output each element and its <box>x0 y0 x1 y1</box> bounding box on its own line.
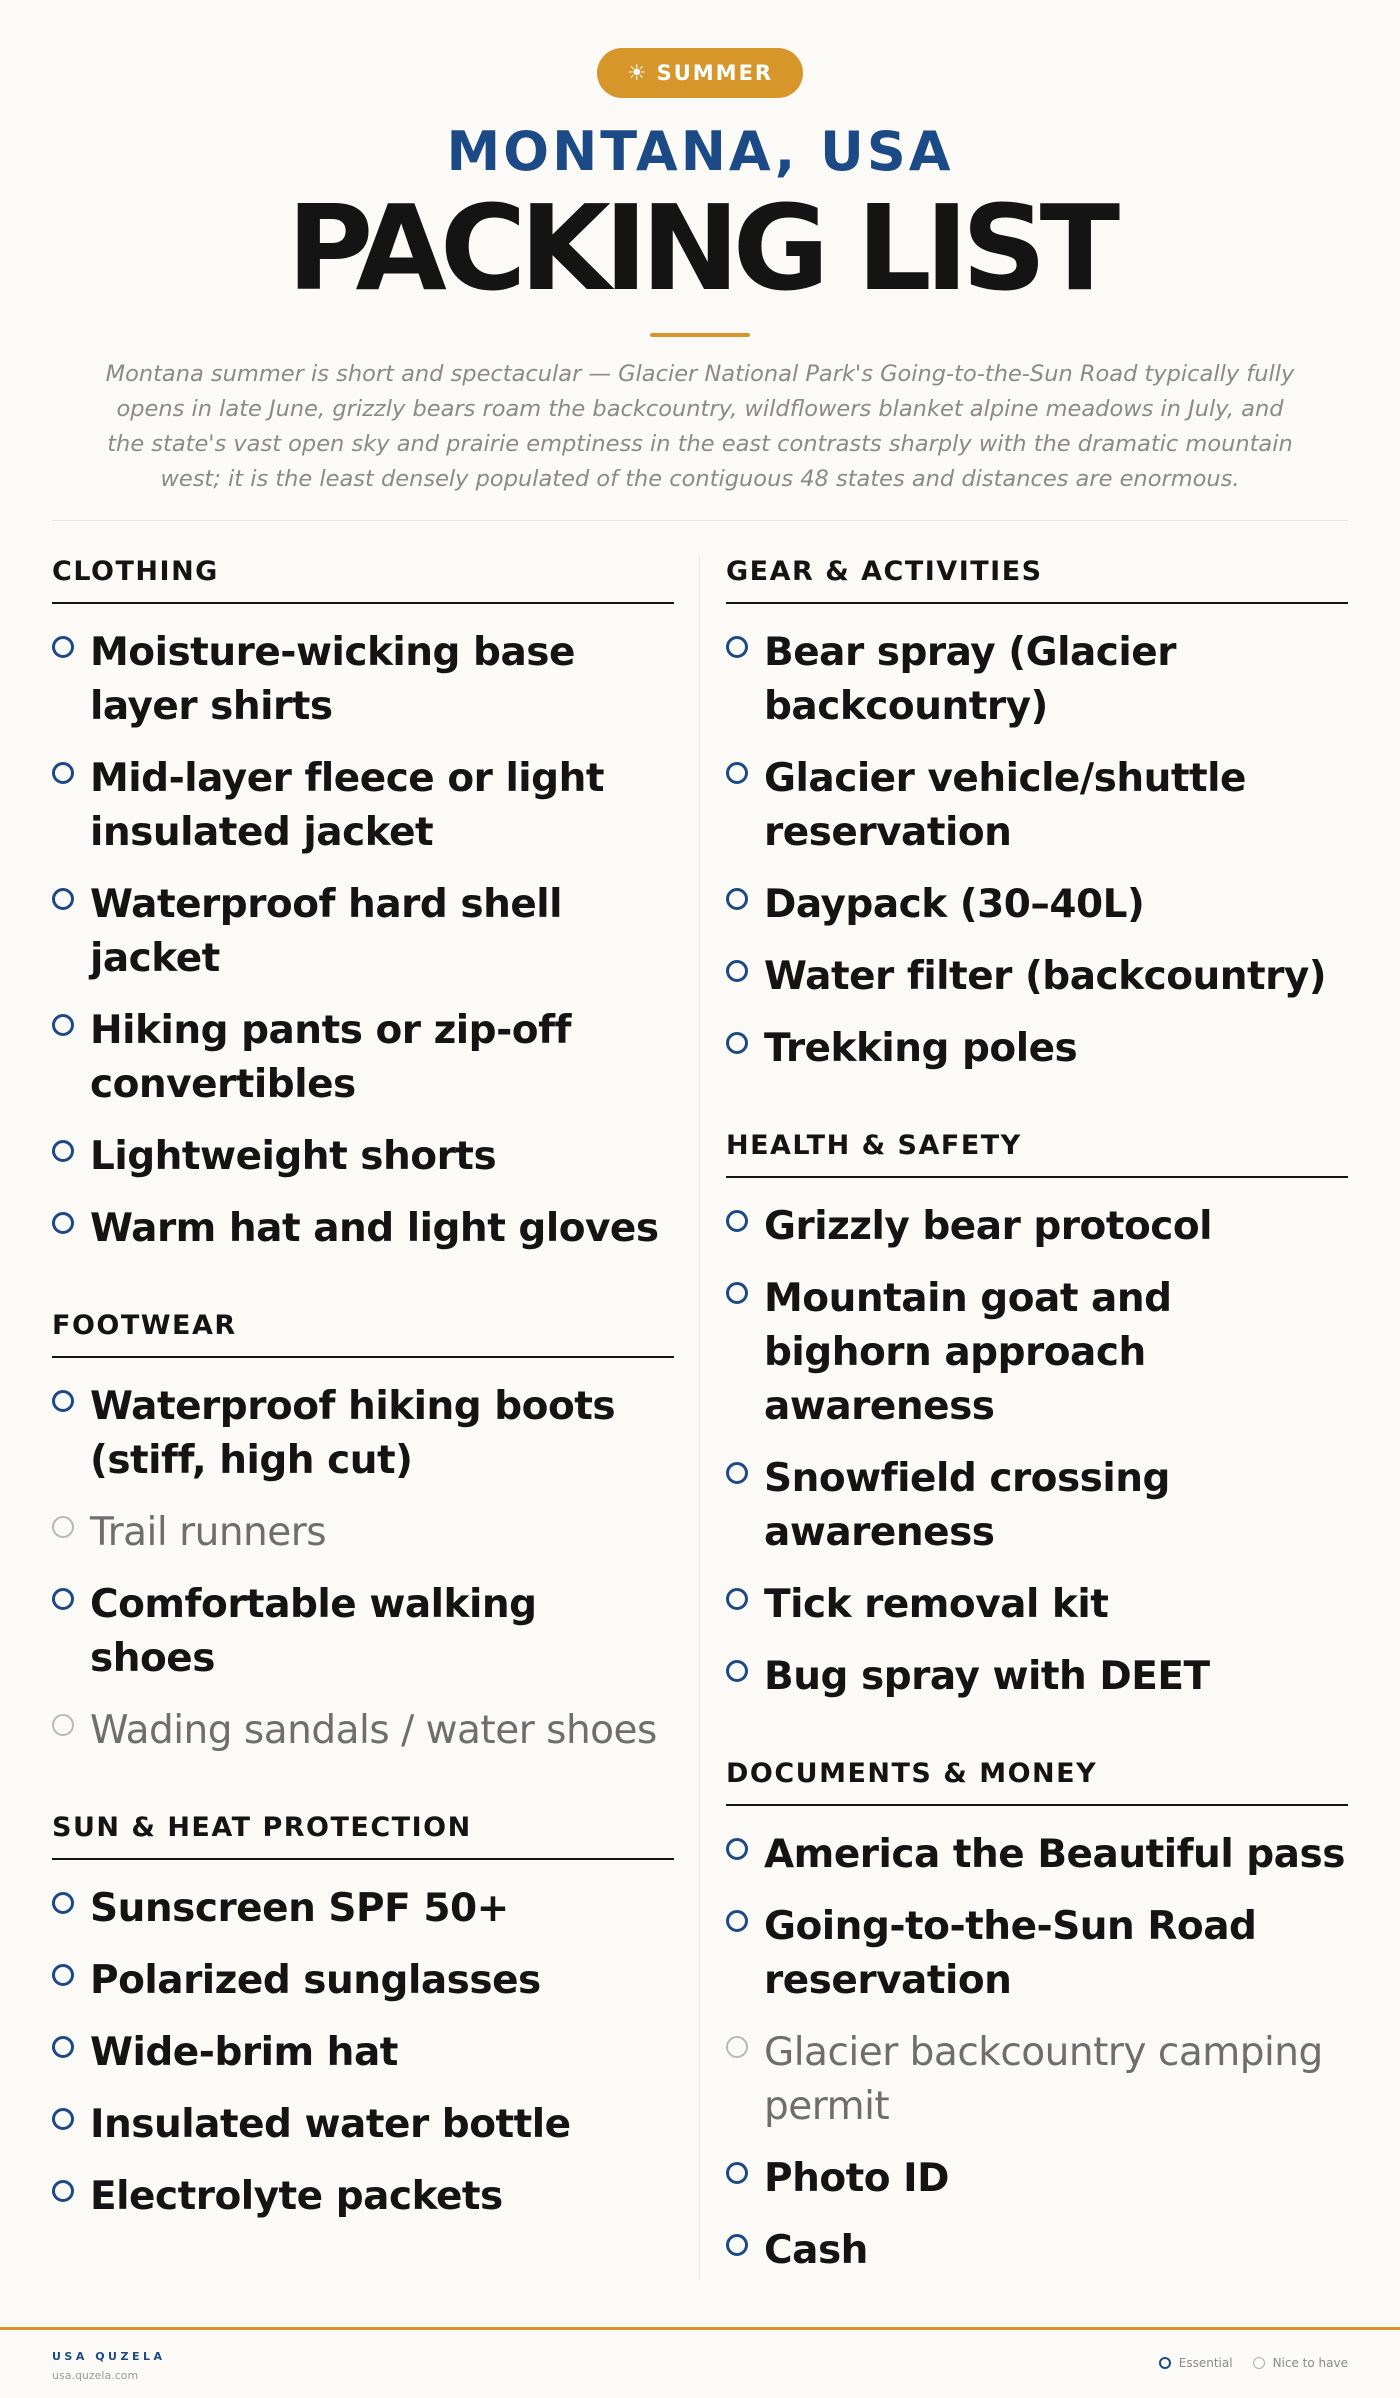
intro-paragraph: Montana summer is short and spectacular — Glacier National Park's Going-to-the-Sun Road typically fully opens in late June, grizzly bears roam the backcountry, wildflowers blanket alpine meadows in July, and the state's vast open sky and prairie emptiness in the east contrasts sharply with the dramatic mountain west; it is the least densely populated of the contiguous 48 states and distances are enormous. <box>105 360 1295 492</box>
checklist-item[interactable] <box>52 1130 674 1184</box>
checklist-item[interactable] <box>52 1704 674 1758</box>
checklist-item[interactable] <box>726 1272 1348 1434</box>
item-label: Mid-layer fleece or light insulated jacket <box>90 756 604 855</box>
essential-circle-icon[interactable] <box>726 1588 748 1610</box>
footer-divider <box>0 2327 1400 2330</box>
checklist-item[interactable] <box>726 1452 1348 1560</box>
checklist-section <box>726 1758 1348 2278</box>
section-title: FOOTWEAR <box>52 1310 674 1358</box>
checklist-item[interactable] <box>726 1828 1348 1882</box>
checklist-item[interactable] <box>52 626 674 734</box>
header-divider <box>52 520 1348 521</box>
section-title: GEAR & ACTIVITIES <box>726 556 1348 604</box>
checklist-items <box>726 626 1348 1076</box>
item-label: Hiking pants or zip-off convertibles <box>90 1008 572 1107</box>
item-label: Grizzly bear protocol <box>764 1204 1213 1249</box>
item-label: Bear spray (Glacier backcountry) <box>764 630 1176 729</box>
checklist-section <box>52 556 674 1256</box>
legend-nice-label: Nice to have <box>1272 2356 1348 2370</box>
checklist-item[interactable] <box>726 878 1348 932</box>
section-title: DOCUMENTS & MONEY <box>726 1758 1348 1806</box>
legend <box>1159 2356 1348 2370</box>
checklist-item[interactable] <box>726 950 1348 1004</box>
checklist-items <box>52 1380 674 1758</box>
essential-circle-icon[interactable] <box>726 636 748 658</box>
item-label: Glacier backcountry camping permit <box>764 2030 1323 2129</box>
essential-circle-icon[interactable] <box>52 1588 74 1610</box>
item-label: Cash <box>764 2228 868 2273</box>
essential-circle-icon[interactable] <box>52 1390 74 1412</box>
item-label: Trail runners <box>90 1510 327 1555</box>
essential-circle-icon[interactable] <box>52 1892 74 1914</box>
nice-circle-icon[interactable] <box>52 1516 74 1538</box>
item-label: Moisture-wicking base layer shirts <box>90 630 575 729</box>
item-label: Snowfield crossing awareness <box>764 1456 1170 1555</box>
essential-circle-icon[interactable] <box>726 762 748 784</box>
checklist-item[interactable] <box>52 1954 674 2008</box>
page-title: PACKING LIST <box>286 179 1114 317</box>
checklist-item[interactable] <box>52 2098 674 2152</box>
item-label: Wading sandals / water shoes <box>90 1708 657 1753</box>
item-label: Daypack (30–40L) <box>764 882 1145 927</box>
item-label: Sunscreen SPF 50+ <box>90 1886 509 1931</box>
checklist-item[interactable] <box>726 2152 1348 2206</box>
essential-circle-icon[interactable] <box>726 1838 748 1860</box>
item-label: Going-to-the-Sun Road reservation <box>764 1904 1257 2003</box>
checklist-items <box>726 1200 1348 1704</box>
checklist-item[interactable] <box>726 626 1348 734</box>
item-label: Comfortable walking shoes <box>90 1582 537 1681</box>
legend-essential <box>1159 2356 1233 2370</box>
checklist-item[interactable] <box>726 2224 1348 2278</box>
checklist-columns <box>52 556 1348 2332</box>
checklist-item[interactable] <box>726 1200 1348 1254</box>
checklist-item[interactable] <box>52 1004 674 1112</box>
right-column <box>726 556 1348 2332</box>
checklist-section <box>52 1310 674 1758</box>
essential-circle-icon[interactable] <box>52 1140 74 1162</box>
essential-circle-icon[interactable] <box>726 1462 748 1484</box>
brand <box>52 2350 166 2382</box>
item-label: Tick removal kit <box>764 1582 1109 1627</box>
checklist-item[interactable] <box>52 878 674 986</box>
item-label: Bug spray with DEET <box>764 1654 1210 1699</box>
essential-circle-icon <box>1159 2357 1171 2369</box>
checklist-item[interactable] <box>52 1578 674 1686</box>
checklist-item[interactable] <box>726 1900 1348 2008</box>
item-label: Water filter (backcountry) <box>764 954 1327 999</box>
essential-circle-icon[interactable] <box>726 2234 748 2256</box>
checklist-item[interactable] <box>52 2026 674 2080</box>
item-label: Warm hat and light gloves <box>90 1206 659 1251</box>
essential-circle-icon[interactable] <box>726 960 748 982</box>
item-label: Wide-brim hat <box>90 2030 398 2075</box>
checklist-item[interactable] <box>726 752 1348 860</box>
checklist-items <box>52 626 674 1256</box>
season-badge <box>597 48 803 98</box>
section-title: CLOTHING <box>52 556 674 604</box>
checklist-section <box>726 1130 1348 1704</box>
checklist-section <box>726 556 1348 1076</box>
checklist-items <box>52 1882 674 2224</box>
essential-circle-icon[interactable] <box>52 762 74 784</box>
item-label: Photo ID <box>764 2156 950 2201</box>
title-underline <box>650 333 750 337</box>
essential-circle-icon[interactable] <box>52 1212 74 1234</box>
section-title: HEALTH & SAFETY <box>726 1130 1348 1178</box>
checklist-item[interactable] <box>726 1022 1348 1076</box>
item-label: Insulated water bottle <box>90 2102 571 2147</box>
brand-name: USA QUZELA <box>52 2350 166 2363</box>
item-label: Lightweight shorts <box>90 1134 497 1179</box>
nice-circle-icon <box>1253 2357 1265 2369</box>
header <box>0 0 1400 497</box>
legend-essential-label: Essential <box>1178 2356 1233 2370</box>
checklist-item[interactable] <box>52 1506 674 1560</box>
checklist-item[interactable] <box>52 1202 674 1256</box>
item-label: Waterproof hiking boots (stiff, high cut) <box>90 1384 616 1483</box>
item-label: Electrolyte packets <box>90 2174 503 2219</box>
essential-circle-icon[interactable] <box>726 1910 748 1932</box>
item-label: Glacier vehicle/shuttle reservation <box>764 756 1246 855</box>
checklist-item[interactable] <box>52 1882 674 1936</box>
essential-circle-icon[interactable] <box>52 1964 74 1986</box>
checklist-item[interactable] <box>52 1380 674 1488</box>
essential-circle-icon[interactable] <box>52 2180 74 2202</box>
essential-circle-icon[interactable] <box>726 1660 748 1682</box>
sun-icon: ☀ <box>626 60 649 86</box>
essential-circle-icon[interactable] <box>52 1014 74 1036</box>
checklist-item[interactable] <box>52 752 674 860</box>
nice-circle-icon[interactable] <box>726 2036 748 2058</box>
left-column <box>52 556 674 2332</box>
essential-circle-icon[interactable] <box>726 1210 748 1232</box>
item-label: America the Beautiful pass <box>764 1832 1345 1877</box>
essential-circle-icon[interactable] <box>52 636 74 658</box>
season-label: SUMMER <box>656 61 774 85</box>
essential-circle-icon[interactable] <box>726 2162 748 2184</box>
section-title: SUN & HEAT PROTECTION <box>52 1812 674 1860</box>
item-label: Mountain goat and bighorn approach awareness <box>764 1276 1172 1429</box>
nice-circle-icon[interactable] <box>52 1714 74 1736</box>
region-title: MONTANA, USA <box>446 120 954 183</box>
checklist-item[interactable] <box>726 1578 1348 1632</box>
legend-nice <box>1253 2356 1348 2370</box>
checklist-item[interactable] <box>726 1650 1348 1704</box>
essential-circle-icon[interactable] <box>726 1032 748 1054</box>
checklist-items <box>726 1828 1348 2278</box>
essential-circle-icon[interactable] <box>52 888 74 910</box>
essential-circle-icon[interactable] <box>52 2108 74 2130</box>
essential-circle-icon[interactable] <box>52 2036 74 2058</box>
item-label: Waterproof hard shell jacket <box>90 882 563 981</box>
essential-circle-icon[interactable] <box>726 1282 748 1304</box>
item-label: Polarized sunglasses <box>90 1958 541 2003</box>
essential-circle-icon[interactable] <box>726 888 748 910</box>
item-label: Trekking poles <box>764 1026 1078 1071</box>
checklist-item[interactable] <box>726 2026 1348 2134</box>
brand-url: usa.quzela.com <box>52 2369 139 2382</box>
checklist-section <box>52 1812 674 2224</box>
checklist-item[interactable] <box>52 2170 674 2224</box>
